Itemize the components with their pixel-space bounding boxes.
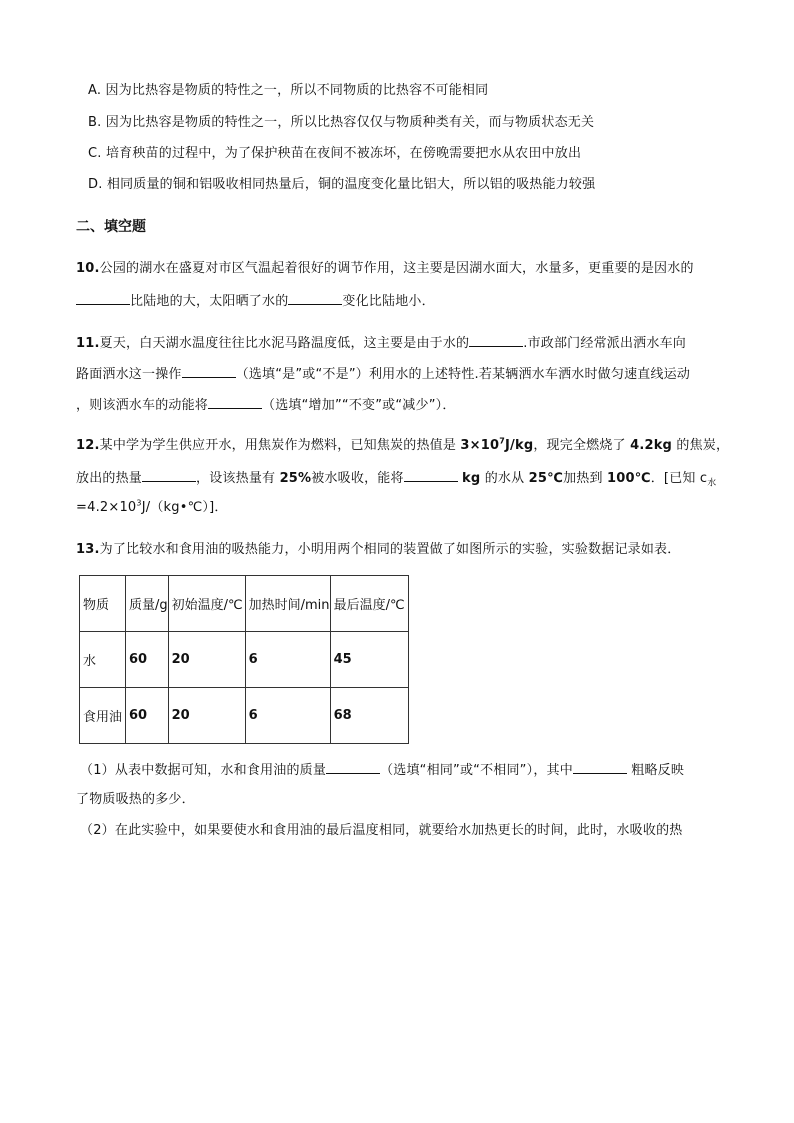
question-text: 放出的热量	[76, 471, 143, 486]
question-12-line-3	[76, 498, 228, 518]
table-header-cell: 质量/g	[126, 576, 169, 632]
table-cell: 60	[126, 688, 169, 744]
question-number: 13.	[76, 542, 100, 557]
start-temperature: 25℃	[528, 471, 564, 486]
table-cell: 食用油	[80, 688, 126, 744]
question-13-part-1-line-1	[80, 759, 684, 781]
question-text: 了物质吸热的多少．	[76, 792, 195, 807]
table-cell: 60	[126, 632, 169, 688]
option-a: A. 因为比热容是物质的特性之一，所以不同物质的比热容不可能相同	[88, 83, 489, 98]
question-text: （选填“是”或“不是”）利用水的上述特性.若某辆洒水车洒水时做匀速直线运动	[235, 367, 691, 382]
question-text: 粗略反映	[626, 763, 685, 778]
question-10-line-2	[76, 290, 435, 312]
table-cell: 68	[330, 688, 408, 744]
question-12-line-1	[76, 436, 729, 456]
option-b: B. 因为比热容是物质的特性之一，所以比热容仅仅与物质种类有关，而与物质状态无关	[88, 115, 595, 130]
question-text: 被水吸收，能将	[311, 471, 404, 486]
question-text: 公园的湖水在盛夏对市区气温起着很好的调节作用，这主要是因湖水面大，水量多，更重要的是因水的	[99, 261, 694, 276]
question-11-line-2	[76, 363, 690, 385]
answer-blank[interactable]	[142, 467, 196, 482]
table-header-cell: 加热时间/min	[245, 576, 330, 632]
question-text: ，现完全燃烧了	[533, 438, 631, 453]
question-text: ，则该洒水车的动能将	[76, 398, 209, 413]
question-13-line-1	[76, 540, 680, 560]
question-text: （选填“相同”或“不相同”），其中	[380, 763, 573, 778]
table-row	[80, 632, 409, 688]
question-text: ，设该热量有	[196, 471, 280, 486]
answer-blank[interactable]	[326, 759, 380, 774]
question-text: 比陆地的大，太阳晒了水的	[130, 294, 289, 309]
question-11-line-3	[76, 394, 456, 416]
table-header-cell: 物质	[80, 576, 126, 632]
question-text: 的焦炭，	[672, 438, 730, 453]
question-text: .市政部门经常派出洒水车向	[523, 336, 686, 351]
table-cell: 45	[330, 632, 408, 688]
option-c: C. 培育秧苗的过程中，为了保护秧苗在夜间不被冻坏，在傍晚需要把水从农田中放出	[88, 146, 582, 161]
data-table	[79, 575, 409, 744]
table-cell: 6	[245, 688, 330, 744]
question-text: （1）从表中数据可知，水和食用油的质量	[80, 763, 327, 778]
option-d: D. 相同质量的铜和铝吸收相同热量后，铜的温度变化量比铝大，所以铝的吸热能力较强	[88, 177, 596, 192]
question-number: 11.	[76, 336, 100, 351]
question-13-part-2-line-1	[80, 821, 682, 841]
question-13-part-1-line-2	[76, 790, 195, 810]
question-10-line-1	[76, 259, 694, 279]
answer-blank[interactable]	[573, 759, 627, 774]
heat-value: $3\times 10^7J/kg$	[460, 436, 534, 453]
table-cell: 水	[80, 632, 126, 688]
table-header-cell: 初始温度/℃	[168, 576, 245, 632]
coke-mass: 4.2kg	[630, 438, 673, 453]
question-text: 变化比陆地小．	[342, 294, 435, 309]
question-text: 的水从	[480, 471, 529, 486]
end-temperature: 100℃	[607, 471, 651, 486]
answer-blank[interactable]	[208, 394, 262, 409]
question-number: 10.	[76, 261, 100, 276]
answer-blank[interactable]	[76, 290, 130, 305]
table-cell: 6	[245, 632, 330, 688]
question-12-line-2	[76, 467, 716, 489]
question-text: ．[已知 c	[650, 471, 708, 486]
question-text: （2）在此实验中，如果要使水和食用油的最后温度相同，就要给水加热更长的时间，此时，水吸收的热	[80, 823, 683, 838]
section-title: 二、填空题	[76, 219, 146, 235]
question-text: 加热到	[563, 471, 608, 486]
question-text: 某中学为学生供应开水，用焦炭作为燃料，已知焦炭的热值是	[99, 438, 461, 453]
unit-kg: kg	[462, 471, 481, 486]
formula-text: =4.2×10	[76, 500, 137, 515]
efficiency: 25%	[279, 471, 312, 486]
question-number: 12.	[76, 438, 100, 453]
question-11-line-1	[76, 332, 686, 354]
table-header-row	[80, 576, 409, 632]
answer-blank[interactable]	[288, 290, 342, 305]
answer-blank[interactable]	[469, 332, 523, 347]
table-cell: 20	[168, 632, 245, 688]
answer-blank[interactable]	[404, 467, 458, 482]
question-text: 夏天，白天湖水温度往往比水泥马路温度低，这主要是由于水的	[99, 336, 470, 351]
table-header-cell: 最后温度/℃	[330, 576, 408, 632]
formula-text: J/（kg•℃）]．	[141, 500, 228, 515]
superscript: 3	[136, 498, 142, 508]
answer-blank[interactable]	[182, 363, 236, 378]
question-text: （选填“增加”“不变”或“减少”）．	[262, 398, 456, 413]
question-text: 为了比较水和食用油的吸热能力，小明用两个相同的装置做了如图所示的实验，实验数据记录如表．	[99, 542, 681, 557]
subscript: 水	[707, 478, 717, 489]
question-text: 路面洒水这一操作	[76, 367, 182, 382]
table-cell: 20	[168, 688, 245, 744]
table-row	[80, 688, 409, 744]
